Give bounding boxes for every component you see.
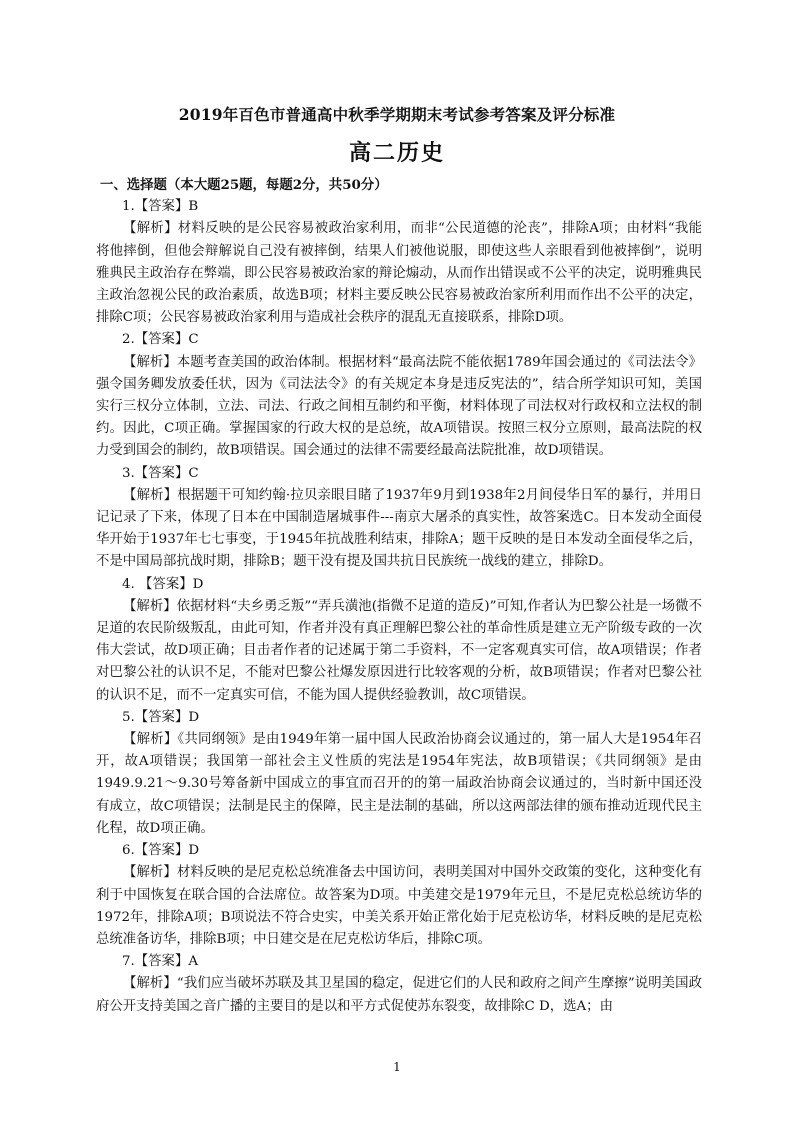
question-2-answer: 2.【答案】C — [122, 332, 199, 348]
question-7-analysis: 【解析】“我们应当破坏苏联及其卫星国的稳定，促进它们的人民和政府之间产生摩擦”说明美国政府公开支持美国之音广播的主要目的是以和平方式促使苏东裂变，故排除C D，选A；由 — [96, 976, 702, 1014]
question-5-answer: 5.【答案】D — [122, 709, 200, 725]
question-6-analysis: 【解析】材料反映的是尼克松总统准备去中国访问，表明美国对中国外交政策的变化，这种变化有利于中国恢复在联合国的合法席位。故答案为D项。中美建交是1979年元旦，不是尼克松总统访华的1972年，排除A项；B项说法不符合史实，中美关系开始正常化始于尼克松访华，材料反映的是尼克松总统准备访华，排除B项；中日建交是在尼克松访华后，排除C项。 — [96, 865, 702, 947]
question-2-analysis: 【解析】本题考查美国的政治体制。根据材料“最高法院不能依据1789年国会通过的《司法法令》强令国务卿发放委任状，因为《司法法令》的有关规定本身是违反宪法的”，结合所学知识可知，美国实行三权分立体制，立法、司法、行政之间相互制约和平衡，材料体现了司法权对行政权和立法权的制约。因此，C项正确。掌握国家的行政大权的是总统，故A项错误。按照三权分立原则，最高法院的权力受到国会的制约，故B项错误。国会通过的法律不需要经最高法院批准，故D项错误。 — [96, 354, 702, 459]
question-6-answer: 6.【答案】D — [122, 843, 200, 859]
question-7-answer: 7.【答案】A — [122, 954, 199, 970]
subject-title: 高二历史 — [348, 140, 445, 166]
document-body — [96, 174, 702, 1018]
section-heading: 一、选择题（本大题25题，每题2分，共50分） — [100, 177, 388, 193]
page-number: 1 — [393, 1060, 401, 1074]
question-1-analysis: 【解析】材料反映的是公民容易被政治家利用，而非“公民道德的沦丧”，排除A项；由材料“我能将他摔倒，但他会辩解说自己没有被摔倒，结果人们被他说服，即使这些人亲眼看到他被摔倒”，说明雅典民主政治存在弊端，即公民容易被政治家的辩论煽动，从而作出错误或不公平的决定，说明雅典民主政治忽视公民的政治素质，故选B项；材料主要反映公民容易被政治家所利用而作出不公平的决定，排除C项；公民容易被政治家利用与造成社会秩序的混乱无直接联系，排除D项。 — [96, 221, 702, 326]
question-3-answer: 3.【答案】C — [122, 465, 199, 481]
question-4-analysis: 【解析】依据材料“夫乡勇乏叛”“弄兵潢池(指微不足道的造反)”可知,作者认为巴黎公社是一场微不足道的农民阶级叛乱，由此可知，作者并没有真正理解巴黎公社的革命性质是建立无产阶级专政的一次伟大尝试，故D项正确；目击者作者的记述属于第二手资料，不一定客观真实可信，故A项错误；作者对巴黎公社的认识不足，不能对巴黎公社爆发原因进行比较客观的分析，故B项错误；作者对巴黎公社的认识不足，而不一定真实可信，不能为国人提供经验教训，故C项错误。 — [96, 598, 702, 703]
document-title: 2019年百色市普通高中秋季学期期末考试参考答案及评分标准 — [178, 105, 616, 124]
question-1-answer: 1.【答案】B — [122, 199, 199, 215]
question-3-analysis: 【解析】根据题干可知约翰·拉贝亲眼目睹了1937年9月到1938年2月间侵华日军的暴行，并用日记记录了下来，体现了日本在中国制造屠城事件---南京大屠杀的真实性，故答案选C。日本发动全面侵华开始于1937年七七事变，于1945年抗战胜利结束，排除A；题干反映的是日本发动全面侵华之后，不是中国局部抗战时期，排除B；题干没有提及国共抗日民族统一战线的建立，排除D。 — [96, 487, 702, 570]
question-5-analysis: 【解析】《共同纲领》是由1949年第一届中国人民政治协商会议通过的，第一届人大是1954年召开，故A项错误；我国第一部社会主义性质的宪法是1954年宪法，故B项错误；《共同纲领》是由1949.9.21～9.30号筹备新中国成立的事宜而召开的的第一届政治协商会议通过的，当时新中国还没有成立，故C项错误；法制是民主的保障，民主是法制的基础，所以这两部法律的颁布推动近现代民主化程，故D项正确。 — [96, 732, 702, 836]
question-4-answer: 4. 【答案】D — [122, 576, 204, 592]
